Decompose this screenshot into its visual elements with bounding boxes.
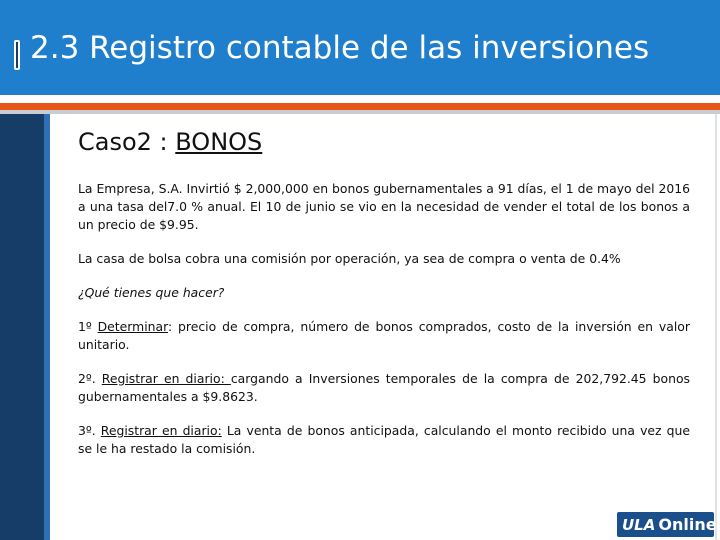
- step-3-heading: Registrar en diario:: [100, 423, 222, 438]
- question-text: ¿Qué tienes que hacer?: [78, 285, 225, 300]
- step-1: [78, 318, 690, 354]
- step-3: [78, 422, 690, 458]
- step-1-number: 1º: [78, 319, 98, 334]
- logo-text: Online: [658, 515, 717, 534]
- question: [78, 284, 690, 302]
- step-2-text: cargando a Inversiones temporales de la compra de 202,792.45 bonos gubernamentales a $9.8623.: [78, 371, 690, 404]
- case-topic: BONOS: [175, 128, 263, 156]
- step-1-text: : precio de compra, número de bonos comprados, costo de la inversión en valor unitario.: [78, 319, 690, 352]
- right-border: [715, 114, 717, 540]
- step-3-text: La venta de bonos anticipada, calculando el monto recibido una vez que se le ha restado la comisión.: [78, 423, 690, 456]
- commission-note: La casa de bolsa cobra una comisión por operación, ya sea de compra o venta de 0.4%: [78, 251, 621, 266]
- slide-content: [78, 126, 690, 474]
- step-2: [78, 370, 690, 406]
- header-accent-bar: [14, 40, 20, 70]
- step-2-heading: Registrar en diario:: [101, 371, 231, 386]
- ula-online-logo: [617, 512, 717, 537]
- slide-title: 2.3 Registro contable de las inversiones: [30, 30, 650, 66]
- step-1-heading: Determinar: [97, 319, 168, 334]
- gray-divider: [0, 110, 720, 114]
- header-banner: [0, 0, 720, 95]
- orange-divider: [0, 103, 720, 110]
- case-prefix: Caso2 :: [78, 128, 176, 156]
- logo-mark: ULA: [622, 515, 656, 534]
- step-3-number: 3º.: [78, 423, 101, 438]
- case-description: La Empresa, S.A. Invirtió $ 2,000,000 en bonos gubernamentales a 91 días, el 1 de mayo del 2016 a una tasa del7.0 % anual. El 10 de junio se vio en la necesidad de vender el total de los bonos a un precio de $9.95.: [78, 181, 690, 232]
- step-2-number: 2º.: [78, 371, 102, 386]
- left-side-panel: [0, 114, 50, 540]
- case-title: [78, 126, 690, 158]
